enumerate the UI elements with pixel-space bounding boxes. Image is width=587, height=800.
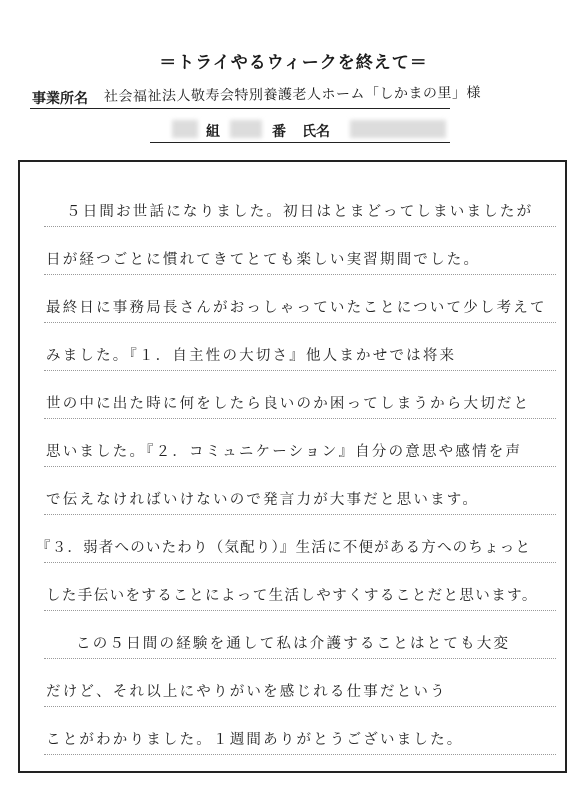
office-label: 事業所名 (32, 91, 88, 107)
office-name: 社会福祉法人敬寿会特別養護老人ホーム「しかまの里」様 (103, 85, 482, 105)
essay-line: で伝えなければいけないので発言力が大事だと思います。 (46, 492, 480, 508)
number-label: 番 (272, 124, 286, 140)
essay-line: した手伝いをすることによって生活しやすくすることだと思います。 (46, 588, 538, 604)
ruled-line (44, 754, 556, 755)
ruled-line (44, 706, 556, 707)
ruled-line (44, 370, 556, 371)
essay-line: 日が経つごとに慣れてきてとても楽しい実習期間でした。 (46, 252, 481, 268)
ruled-line (44, 562, 556, 563)
essay-line: みました。『１．自主性の大切さ』他人まかせでは将来 (46, 348, 457, 364)
essay-line: 思いました。『２．コミュニケーション』自分の意思や感情を声 (46, 444, 523, 460)
essay-line: 世の中に出た時に何をしたら良いのか困ってしまうから大切だと (46, 396, 531, 412)
redacted-name (350, 120, 446, 138)
office-row (32, 86, 552, 108)
redacted-class (172, 120, 198, 138)
name-label: 氏名 (302, 124, 330, 140)
ruled-line (44, 610, 556, 611)
essay-line: ５日間お世話になりました。初日はとまどってしまいましたが (66, 204, 534, 220)
name-row (150, 120, 450, 142)
ruled-line (44, 226, 556, 227)
ruled-line (44, 274, 556, 275)
essay-line: ことがわかりました。１週間ありがとうございました。 (46, 732, 464, 748)
class-label: 組 (206, 124, 220, 140)
ruled-line (44, 466, 556, 467)
essay-line: この５日間の経験を通して私は介護することはとても大変 (76, 636, 511, 652)
ruled-line (44, 658, 556, 659)
ruled-line (44, 418, 556, 419)
ruled-line (44, 322, 556, 323)
ruled-line (44, 514, 556, 515)
essay-line: 『３．弱者へのいたわり（気配り）』生活に不便がある方へのちょっと (36, 540, 532, 556)
office-underline (30, 108, 450, 109)
redacted-number (230, 120, 262, 138)
essay-line: だけど、それ以上にやりがいを感じれる仕事だという (46, 684, 447, 700)
name-underline (150, 142, 450, 143)
page-title: ＝トライやるウィークを終えて＝ (159, 53, 428, 73)
essay-line: 最終日に事務局長さんがおっしゃっていたことについて少し考えて (46, 300, 547, 316)
